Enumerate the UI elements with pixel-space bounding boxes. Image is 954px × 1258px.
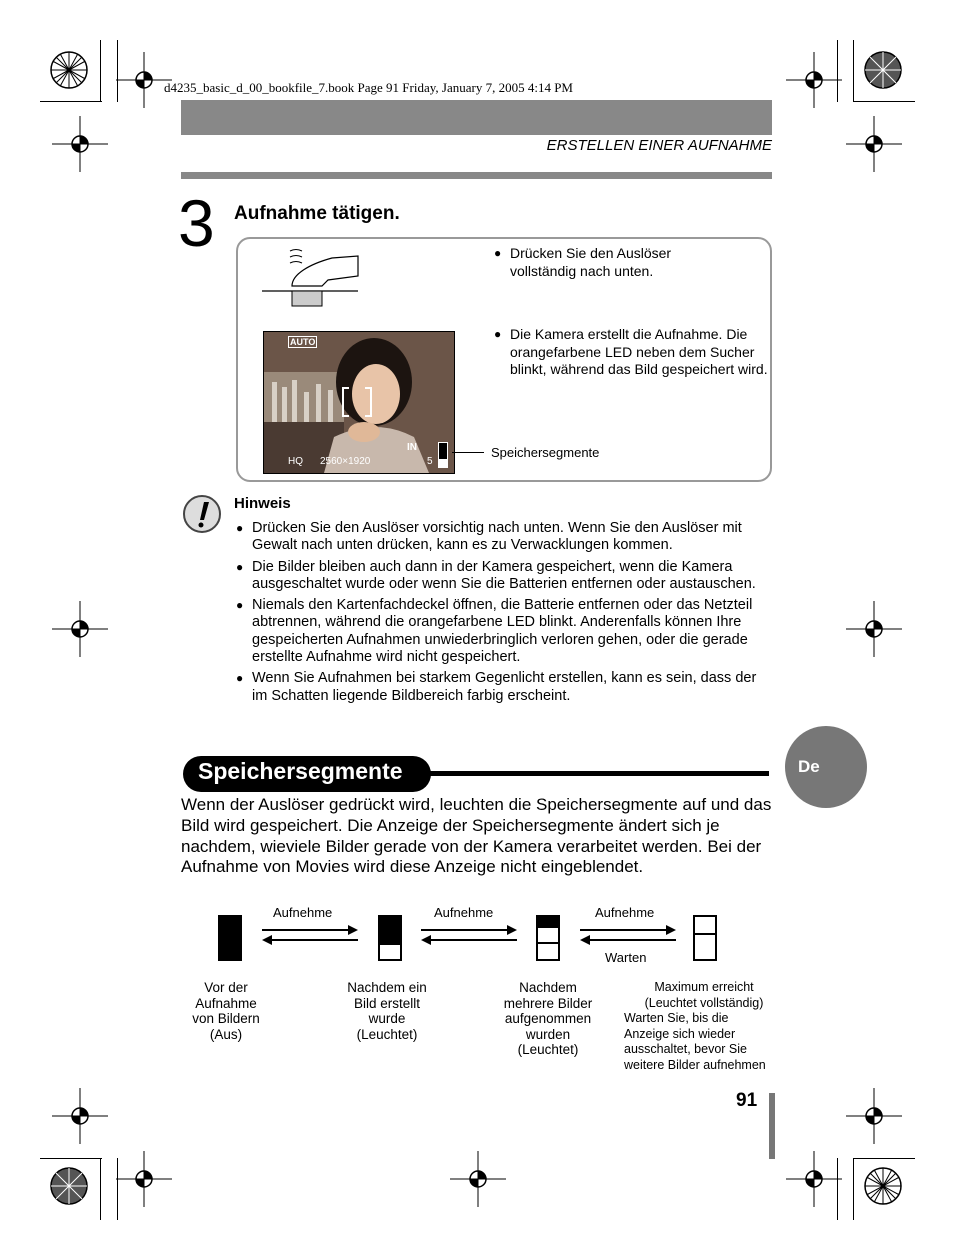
crosshair-icon (786, 1151, 842, 1207)
note-item: ● Drücken Sie den Auslöser vorsichtig nach unten. Wenn Sie den Auslöser mit Gewalt nach unten drücken, kann es zu Verwacklungen kommen. (236, 520, 772, 555)
registration-rosette-icon (49, 1166, 89, 1206)
crop-line (853, 40, 854, 102)
section-header-bar (181, 100, 772, 135)
warning-note-icon (182, 494, 222, 534)
crosshair-icon (846, 601, 902, 657)
camera-screen-photo (263, 331, 455, 474)
registration-rosette-icon (49, 50, 89, 90)
double-arrow-icon (421, 922, 517, 946)
finger-press-icon (262, 246, 362, 308)
resolution-indicator: 2560×1920 (320, 456, 371, 467)
note-list (236, 520, 772, 709)
heading-rule (420, 771, 769, 776)
language-tab-label: De (798, 757, 820, 776)
segment-caption: Nachdem ein Bild erstellt wurde (Leuchtet) (347, 980, 427, 1042)
crosshair-icon (52, 1088, 108, 1144)
crosshair-icon (52, 116, 108, 172)
note-item: ● Wenn Sie Aufnahmen bei starkem Gegenlicht erstellen, kann es sein, dass der im Schatten liegende Bildbereich farbig erscheint. (236, 670, 772, 705)
note-item: ● Niemals den Kartenfachdeckel öffnen, die Batterie entfernen oder das Netzteil abtrennen, während die orangefarbene LED blinkt. Anderenfalls können Ihre gespeicherten Aufnahmen unwiederbringlich verloren gehen, oder die gerade erstellte Aufnahme wird nicht gespeichert. (236, 597, 772, 666)
crop-line (100, 40, 101, 102)
memory-gauge (438, 442, 448, 468)
crop-line (853, 101, 915, 102)
page-edge-bar (769, 1093, 775, 1159)
memory-segment-indicator (378, 915, 402, 961)
crosshair-icon (52, 601, 108, 657)
step-number: 3 (178, 186, 215, 260)
segment-fill (380, 917, 400, 945)
memory-indicator: IN (407, 442, 417, 453)
mode-indicator: AUTO (290, 337, 316, 347)
double-arrow-icon (580, 922, 676, 946)
registration-rosette-icon (863, 1166, 903, 1206)
crop-line (100, 1158, 101, 1220)
print-info-header: d4235_basic_d_00_bookfile_7.book Page 91 Friday, January 7, 2005 4:14 PM (164, 80, 573, 95)
crop-line (40, 101, 102, 102)
arrow-label: Aufnehme (434, 905, 494, 920)
note-title: Hinweis (234, 495, 291, 512)
segment-fill (538, 917, 558, 928)
memory-segment-indicator (693, 915, 717, 961)
arrow-label: Aufnehme (273, 905, 333, 920)
crosshair-icon (846, 116, 902, 172)
segment-divider (538, 942, 558, 944)
memory-segment-indicator (536, 915, 560, 961)
crop-line (853, 1158, 915, 1159)
crop-line (853, 1158, 854, 1220)
af-target-frame (342, 387, 372, 413)
crosshair-icon (846, 1088, 902, 1144)
frames-remaining: 5 (427, 456, 433, 467)
wait-label: Warten (605, 950, 647, 965)
callout-label: Speichersegmente (491, 445, 600, 460)
segment-caption: Nachdem mehrere Bilder aufgenommen wurden (Leuchtet) (503, 980, 593, 1058)
page-number: 91 (736, 1090, 758, 1111)
step-title: Aufnahme tätigen. (234, 203, 400, 224)
registration-rosette-icon (863, 50, 903, 90)
crosshair-icon (116, 1151, 172, 1207)
segments-paragraph: Wenn der Auslöser gedrückt wird, leuchten die Speichersegmente auf und das Bild wird gespeichert. Die Anzeige der Speichersegmente ändert sich je nachdem, wieviele Bilder gerade von der Kamera verarbeitet werden. Bei der Aufnahme von Movies wird diese Anzeige nicht eingeblendet. (181, 795, 772, 877)
memory-segment-indicator (218, 915, 242, 961)
section-rule (181, 172, 772, 179)
segment-caption-title: Maximum erreicht (Leuchtet vollständig) (644, 980, 764, 1010)
segment-caption-body: Warten Sie, bis die Anzeige sich wieder ausschaltet, bevor Sie weitere Bilder aufnehmen (624, 1011, 766, 1072)
double-arrow-icon (262, 922, 358, 946)
crop-line (40, 1158, 102, 1159)
arrow-label: Aufnehme (595, 905, 655, 920)
quality-indicator: HQ (288, 456, 303, 467)
segment-caption: Vor der Aufnahme von Bildern (Aus) (192, 980, 260, 1042)
crosshair-icon (786, 52, 842, 108)
segment-divider (695, 933, 715, 935)
callout-line (452, 452, 484, 453)
section-heading: Speichersegmente (198, 758, 403, 784)
step-bullet: ● Die Kamera erstellt die Aufnahme. Die orangefarbene LED neben dem Sucher blinkt, während das Bild gespeichert wird. (494, 326, 775, 379)
crosshair-icon (450, 1151, 506, 1207)
note-item: ● Die Bilder bleiben auch dann in der Kamera gespeichert, wenn die Kamera ausgeschaltet wurde oder wenn Sie die Batterien entfernen oder austauschen. (236, 559, 772, 594)
step-bullet: ● Drücken Sie den Auslöser vollständig nach unten. (494, 245, 740, 280)
segment-fill (220, 917, 240, 959)
section-title: ERSTELLEN EINER AUFNAHME (546, 137, 772, 154)
